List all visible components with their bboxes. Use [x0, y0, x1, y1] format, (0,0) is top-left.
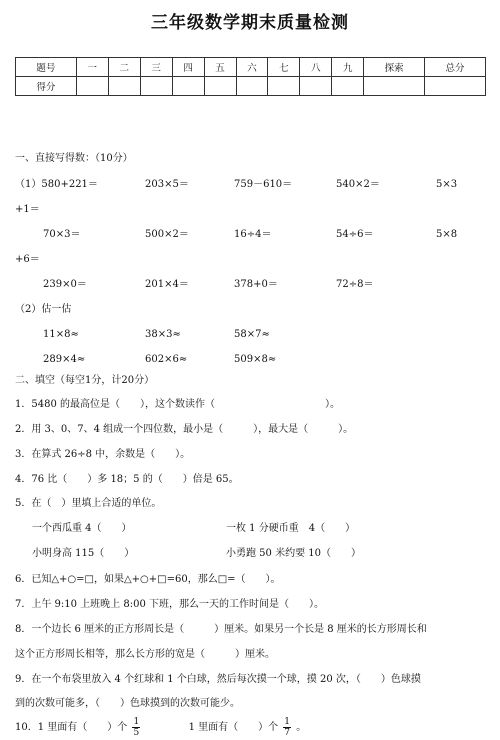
score-header-cell: 总分	[425, 58, 486, 77]
calc-item: 540×2＝	[336, 179, 380, 190]
calc-item: 500×2＝	[145, 229, 189, 240]
score-cell[interactable]	[204, 77, 236, 96]
question-5: 5．在（ ）里填上合适的单位。	[15, 498, 162, 509]
score-table	[15, 57, 486, 96]
question-9-line2: 到的次数可能多，（ ）色球摸到的次数可能少。	[15, 698, 240, 709]
score-header-cell: 题号	[16, 58, 77, 77]
score-header-cell: 九	[332, 58, 364, 77]
page-title: 三年级数学期末质量检测	[151, 13, 349, 33]
score-header-cell: 探索	[364, 58, 425, 77]
score-cell[interactable]	[364, 77, 425, 96]
question-8-line1: 8．一个边长 6 厘米的正方形周长是（ ）厘米。如果另一个长是 8 厘米的长方形周长和	[15, 624, 427, 635]
score-header-cell: 一	[76, 58, 108, 77]
score-value-row	[16, 77, 486, 96]
calc-item: 239×0＝	[43, 279, 87, 290]
question-10-part-b: 1 里面有（ ）个	[188, 722, 279, 733]
score-header-cell: 七	[268, 58, 300, 77]
score-header-row	[16, 58, 486, 77]
estimate-item: 58×7≈	[234, 329, 270, 340]
calc-item: 203×5＝	[145, 179, 189, 190]
question-3: 3．在算式 26÷8 中，余数是（ ）。	[15, 449, 191, 460]
score-cell[interactable]	[140, 77, 172, 96]
score-cell[interactable]	[76, 77, 108, 96]
calc-item: 378+0＝	[234, 279, 278, 290]
calc-item-continuation: +6＝	[15, 254, 40, 265]
fraction-numerator: 1	[284, 717, 291, 727]
estimate-item: 602×6≈	[145, 354, 188, 365]
calc-item: 54÷6＝	[336, 229, 374, 240]
calc-item: 201×4＝	[145, 279, 189, 290]
score-cell[interactable]	[172, 77, 204, 96]
question-9-line1: 9．在一个布袋里放入 4 个红球和 1 个白球，然后每次摸一个球，摸 20 次，（ ）色球摸	[15, 674, 421, 685]
question-5-item: 小明身高 115（ ）	[32, 548, 135, 559]
estimate-item: 11×8≈	[43, 329, 79, 340]
question-7: 7．上午 9:10 上班晚上 8:00 下班，那么一天的工作时间是（ ）。	[15, 599, 324, 610]
score-cell[interactable]	[268, 77, 300, 96]
score-cell[interactable]	[332, 77, 364, 96]
question-5-item: 一个西瓜重 4（ ）	[32, 523, 132, 534]
calc-item-continuation: +1＝	[15, 204, 40, 215]
part1-label: （1）580+221＝	[15, 179, 98, 190]
calc-item: 5×3	[436, 179, 458, 190]
question-10-part-a: 10．1 里面有（ ）个	[15, 722, 128, 733]
fraction-denominator: 5	[133, 728, 140, 738]
fraction-one-seventh	[283, 717, 291, 738]
question-1: 1．5480 的最高位是（ ），这个数读作（ ）。	[15, 399, 340, 410]
calc-item: 70×3＝	[43, 229, 81, 240]
question-10-end: 。	[296, 722, 307, 733]
score-header-cell: 四	[172, 58, 204, 77]
question-10	[15, 717, 306, 738]
question-4: 4．76 比（ ）多 18；5 的（ ）倍是 65。	[15, 474, 239, 485]
calc-item: 759－610＝	[234, 179, 293, 190]
score-header-cell: 五	[204, 58, 236, 77]
question-8-line2: 这个正方形周长相等，那么长方形的宽是（ ）厘米。	[15, 649, 275, 660]
score-row-label: 得分	[16, 77, 77, 96]
question-6: 6．已知△+○=□，如果△+○+□=60，那么□=（ ）。	[15, 574, 281, 585]
question-2: 2．用 3、0、7、4 组成一个四位数，最小是（ ），最大是（ ）。	[15, 424, 354, 435]
score-cell[interactable]	[300, 77, 332, 96]
part2-label: （2）估一估	[15, 304, 72, 315]
score-cell[interactable]	[108, 77, 140, 96]
estimate-item: 38×3≈	[145, 329, 181, 340]
section2-heading: 二、填空（每空1分，计20分）	[15, 375, 155, 386]
score-header-cell: 六	[236, 58, 268, 77]
calc-item: 72÷8＝	[336, 279, 374, 290]
question-5-item: 小勇跑 50 米约要 10（ ）	[226, 548, 361, 559]
score-header-cell: 二	[108, 58, 140, 77]
question-5-item: 一枚 1 分硬币重 4（ ）	[226, 523, 356, 534]
estimate-item: 509×8≈	[234, 354, 277, 365]
fraction-numerator: 1	[133, 717, 140, 727]
score-header-cell: 三	[140, 58, 172, 77]
section1-heading: 一、直接写得数：（10分）	[15, 153, 133, 164]
fraction-one-fifth	[132, 717, 140, 738]
score-cell[interactable]	[425, 77, 486, 96]
calc-item: 5×8	[436, 229, 458, 240]
calc-item: 16÷4＝	[234, 229, 272, 240]
score-cell[interactable]	[236, 77, 268, 96]
fraction-denominator: 7	[284, 728, 291, 738]
estimate-item: 289×4≈	[43, 354, 86, 365]
score-header-cell: 八	[300, 58, 332, 77]
